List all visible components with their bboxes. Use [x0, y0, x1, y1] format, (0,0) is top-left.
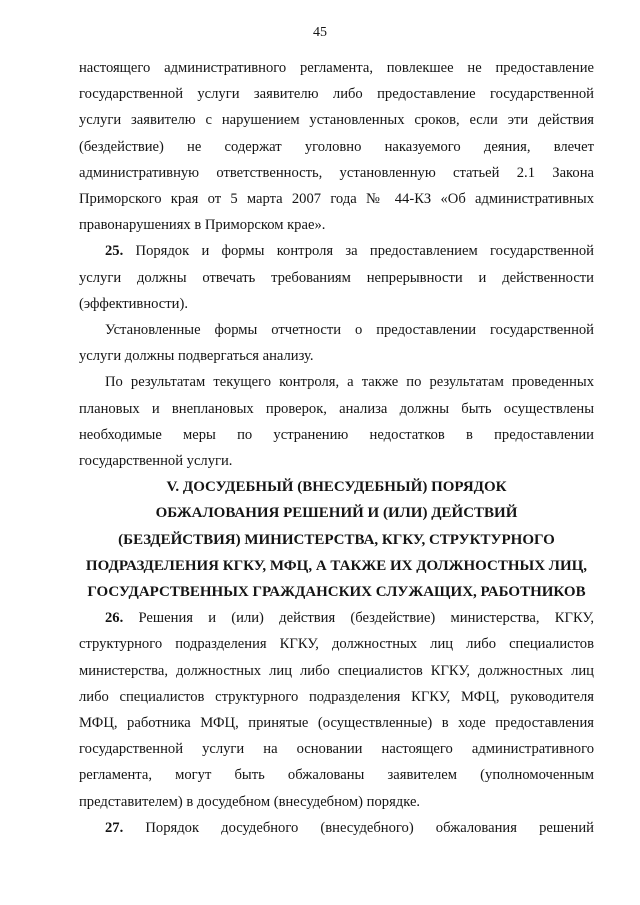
paragraph-reporting	[79, 317, 594, 369]
paragraph-number: 25.	[105, 243, 124, 260]
document-body	[79, 55, 594, 841]
text-line: плановых и внеплановых проверок, анализа должны быть осуществлены	[79, 400, 594, 417]
heading-line: ГОСУДАРСТВЕННЫХ ГРАЖДАНСКИХ СЛУЖАЩИХ, РАБОТНИКОВ	[87, 584, 586, 601]
heading-line: V. ДОСУДЕБНЫЙ (ВНЕСУДЕБНЫЙ) ПОРЯДОК	[166, 479, 507, 496]
paragraph-first-line: Порядок досудебного (внесудебного) обжалования решений	[123, 819, 594, 836]
paragraph-control-results	[79, 369, 594, 474]
text-line: По результатам текущего контроля, а также по результатам проведенных	[105, 374, 594, 391]
paragraph-first-line: Решения и (или) действия (бездействие) министерства, КГКУ,	[123, 610, 594, 627]
text-line: административную ответственность, установленную статьей 2.1 Закона	[79, 164, 594, 181]
text-line: (бездействие) не содержат уголовно наказуемого деяния, влечет	[79, 138, 594, 155]
page-number: 45	[313, 25, 327, 40]
text-line: услуги должны подвергаться анализу.	[79, 348, 314, 365]
text-line: представителем) в досудебном (внесудебном) порядке.	[79, 793, 421, 810]
text-line: государственной услуги на основании настоящего административного	[79, 741, 594, 758]
text-line: необходимые меры по устранению недостатков в предоставлении	[79, 426, 594, 443]
paragraph-25	[79, 238, 594, 317]
paragraph-continuation	[79, 55, 594, 238]
text-line: Установленные формы отчетности о предоставлении государственной	[105, 322, 594, 339]
paragraph-27	[79, 815, 594, 841]
heading-line: ПОДРАЗДЕЛЕНИЯ КГКУ, МФЦ, А ТАКЖЕ ИХ ДОЛЖНОСТНЫХ ЛИЦ,	[85, 557, 588, 574]
text-line	[79, 815, 594, 841]
text-line: правонарушениях в Приморском крае».	[79, 217, 326, 234]
paragraph-number: 27.	[105, 819, 124, 836]
paragraph-first-line: Порядок и формы контроля за предоставлением государственной	[123, 243, 594, 260]
text-line	[79, 605, 594, 631]
text-line: государственной услуги заявителю либо предоставление государственной	[79, 86, 594, 103]
text-line: регламента, могут быть обжалованы заявителем (уполномоченным	[79, 767, 594, 784]
paragraph-number: 26.	[105, 610, 124, 627]
text-line: Приморского края от 5 марта 2007 года № 44-КЗ «Об административных	[79, 191, 594, 208]
heading-line: ОБЖАЛОВАНИЯ РЕШЕНИЙ И (ИЛИ) ДЕЙСТВИЙ	[155, 505, 518, 522]
text-line: государственной услуги.	[79, 453, 233, 470]
text-line: настоящего административного регламента, повлекшее не предоставление	[79, 60, 594, 76]
text-line: либо специалистов структурного подразделения КГКУ, МФЦ, руководителя	[79, 688, 594, 705]
paragraph-26	[79, 605, 594, 815]
text-line: министерства, должностных лиц либо специалистов КГКУ, должностных лиц	[79, 662, 594, 679]
text-line: структурного подразделения КГКУ, должностных лиц либо специалистов	[79, 636, 594, 653]
heading-line: (БЕЗДЕЙСТВИЯ) МИНИСТЕРСТВА, КГКУ, СТРУКТУРНОГО	[118, 531, 555, 548]
text-line	[79, 238, 594, 264]
section-heading	[79, 474, 594, 605]
text-line: (эффективности).	[79, 295, 188, 312]
text-line: МФЦ, работника МФЦ, принятые (осуществленные) в ходе предоставления	[79, 715, 594, 732]
text-line: услуги заявителю с нарушением установленных сроков, если эти действия	[79, 112, 594, 129]
text-line: услуги должны отвечать требованиям непрерывности и действенности	[79, 269, 594, 286]
